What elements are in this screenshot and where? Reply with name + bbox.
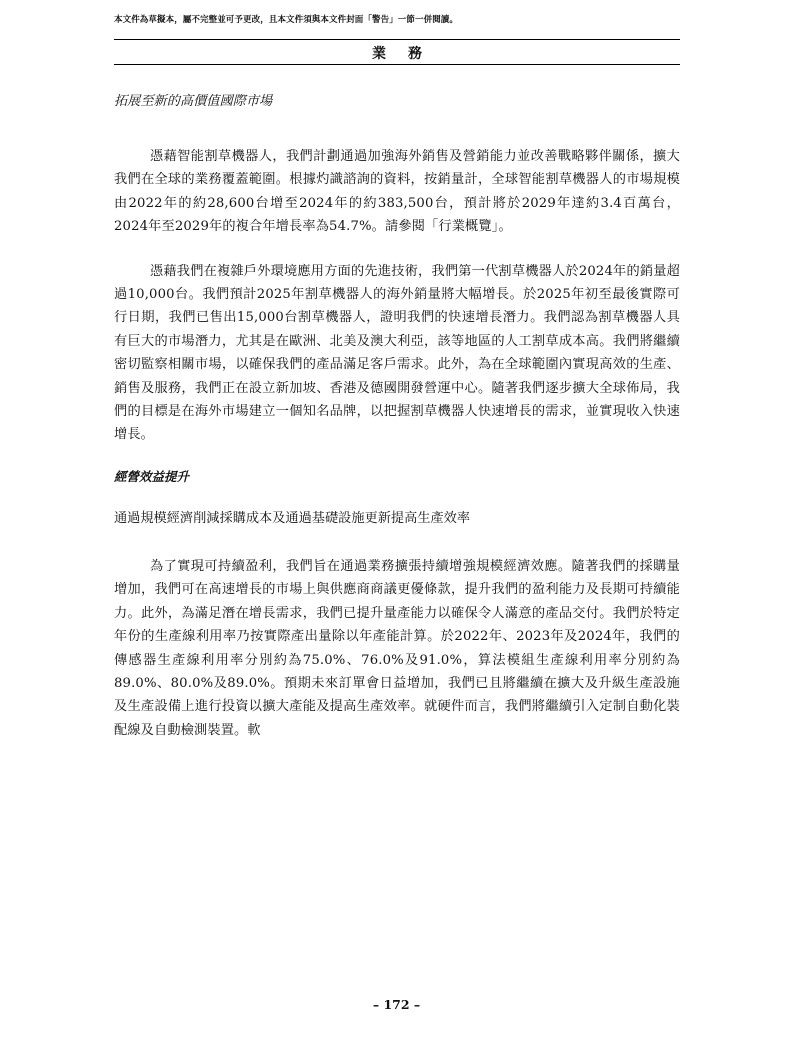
paragraph-market-expansion: 憑藉智能割草機器人，我們計劃通過加強海外銷售及營銷能力並改善戰略夥伴關係，擴大我們在全球的業務覆蓋範圍。根據灼識諮詢的資料，按銷量計，全球智能割草機器人的市場規模由2022年的約28,600台增至2024年的約383,500台，預計將於2029年達約3.4百萬台，2024年至2029年的複合年增長率為54.7%。請參閱「行業概覽」。: [114, 149, 680, 235]
paragraph-sales-growth: 憑藉我們在複雜戶外環境應用方面的先進技術，我們第一代割草機器人於2024年的銷量超過10,000台。我們預計2025年割草機器人的海外銷量將大幅增長。於2025年初至最後實際可行日期，我們已售出15,000台割草機器人，證明我們的快速增長潛力。我們認為割草機器人具有巨大的市場潛力，尤其是在歐洲、北美及澳大利亞，該等地區的人工割草成本高。我們將繼續密切監察相關市場，以確保我們的產品滿足客戶需求。此外，為在全球範圍內實現高效的生產、銷售及服務，我們正在設立新加坡、香港及德國開發營運中心。隨著我們逐步擴大全球佈局，我們的目標是在海外市場建立一個知名品牌，以把握割草機器人快速增長的需求，並實現收入快速增長。: [114, 263, 680, 443]
subheading-economies-of-scale: 通過規模經濟削減採購成本及通過基礎設施更新提高生產效率: [114, 510, 471, 526]
page-body: [114, 92, 680, 763]
heading-operational-efficiency: 經營效益提升: [114, 468, 190, 484]
header-rule-top: [114, 39, 680, 40]
page-number: – 172 –: [372, 997, 421, 1012]
draft-disclaimer: 本文件為草擬本，屬不完整並可予更改，且本文件須與本文件封面「警告」一節一併閱讀。: [114, 15, 459, 25]
header-rule-bottom: [114, 64, 680, 65]
paragraph-production-efficiency: 為了實現可持續盈利，我們旨在通過業務擴張持續增強規模經濟效應。隨著我們的採購量增加，我們可在高速增長的市場上與供應商商議更優條款，提升我們的盈利能力及長期可持續能力。此外，為滿足潛在增長需求，我們已提升量產能力以確保令人滿意的產品交付。我們於特定年份的生產線利用率乃按實際產出量除以年產能計算。於2022年、2023年及2024年，我們的傳感器生產線利用率分別約為75.0%、76.0%及91.0%，算法模組生產線利用率分別約為89.0%、80.0%及89.0%。預期未來訂單會日益增加，我們已且將繼續在擴大及升級生產設施及生產設備上進行投資以擴大產能及提高生產效率。就硬件而言，我們將繼續引入定制自動化裝配線及自動檢測裝置。軟: [114, 558, 680, 738]
section-title: 業務: [372, 46, 444, 62]
subheading-international-markets: 拓展至新的高價值國際市場: [114, 94, 273, 109]
